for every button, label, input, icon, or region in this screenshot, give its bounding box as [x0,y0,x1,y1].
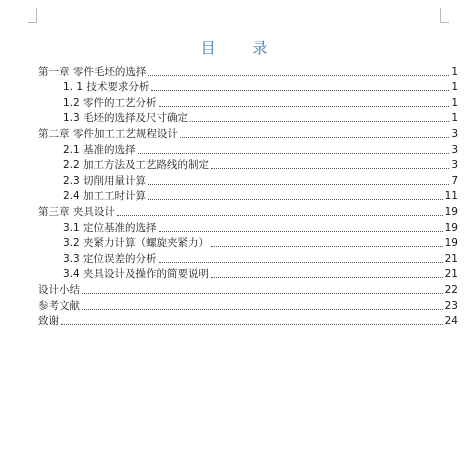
toc-entry-page: 19 [444,221,458,234]
page-corner-mark-left [28,8,37,23]
toc-title: 目 录 [200,39,284,57]
toc-entry[interactable] [38,203,458,219]
toc-entry[interactable] [38,219,458,235]
toc-entry[interactable] [38,110,458,126]
toc-entry-label: 1.3 毛坯的选择及尺寸确定 [63,112,189,125]
toc-entry-label: 第一章 零件毛坯的选择 [38,65,147,78]
toc-entry[interactable] [38,266,458,282]
toc-entry-page: 1 [451,65,458,78]
toc-entry-label: 参考文献 [38,299,80,312]
toc-leader-dots [148,75,449,76]
toc-entry[interactable] [38,141,458,157]
toc-entry[interactable] [38,188,458,204]
toc-entry[interactable] [38,79,458,95]
toc-entry-label: 1. 1 技术要求分析 [63,81,150,94]
toc-leader-dots [180,137,449,138]
toc-entry-page: 19 [444,205,458,218]
toc-entry-label: 第二章 零件加工工艺规程设计 [38,127,178,140]
page-corner-mark-right [440,8,449,23]
toc-entry[interactable] [38,125,458,141]
toc-leader-dots [82,293,443,294]
toc-entry-page: 1 [451,112,458,125]
toc-leader-dots [211,246,443,247]
toc-entry-page: 23 [444,299,458,312]
toc-entry-label: 3.3 定位误差的分析 [63,252,157,265]
toc-entry-label: 2.2 加工方法及工艺路线的制定 [63,159,210,172]
toc-entry-page: 3 [451,143,458,156]
toc-entry-page: 1 [451,96,458,109]
toc-entry[interactable] [38,235,458,251]
toc-entry-page: 7 [451,174,458,187]
toc-entry-page: 21 [444,268,458,281]
table-of-contents [38,63,458,328]
toc-entry-page: 24 [444,315,458,328]
toc-leader-dots [151,90,449,91]
toc-entry-label: 致谢 [38,315,59,328]
toc-entry-page: 11 [444,190,458,203]
toc-leader-dots [159,231,443,232]
toc-entry-page: 21 [444,252,458,265]
toc-leader-dots [159,262,443,263]
toc-entry-page: 3 [451,159,458,172]
toc-leader-dots [138,153,450,154]
toc-entry-page: 3 [451,127,458,140]
toc-entry-label: 1.2 零件的工艺分析 [63,96,157,109]
toc-entry-label: 2.1 基准的选择 [63,143,136,156]
toc-entry-label: 3.2 夹紧力计算（螺旋夹紧力） [63,237,210,250]
toc-entry-label: 2.3 切削用量计算 [63,174,147,187]
toc-leader-dots [190,121,449,122]
toc-entry[interactable] [38,63,458,79]
toc-entry-label: 第三章 夹具设计 [38,205,115,218]
toc-entry[interactable] [38,250,458,266]
toc-entry-label: 3.4 夹具设计及操作的简要说明 [63,268,210,281]
toc-entry-label: 2.4 加工工时计算 [63,190,147,203]
toc-leader-dots [211,277,443,278]
toc-entry[interactable] [38,157,458,173]
toc-leader-dots [148,184,449,185]
toc-entry-page: 22 [444,283,458,296]
toc-entry-page: 19 [444,237,458,250]
toc-entry-page: 1 [451,81,458,94]
toc-entry[interactable] [38,94,458,110]
toc-leader-dots [211,168,449,169]
toc-leader-dots [82,309,443,310]
toc-entry[interactable] [38,297,458,313]
toc-entry[interactable] [38,281,458,297]
toc-leader-dots [61,324,443,325]
toc-entry[interactable] [38,313,458,329]
toc-leader-dots [148,199,443,200]
toc-entry-label: 3.1 定位基准的选择 [63,221,157,234]
toc-entry[interactable] [38,172,458,188]
toc-entry-label: 设计小结 [38,283,80,296]
toc-leader-dots [117,215,443,216]
toc-leader-dots [159,106,450,107]
